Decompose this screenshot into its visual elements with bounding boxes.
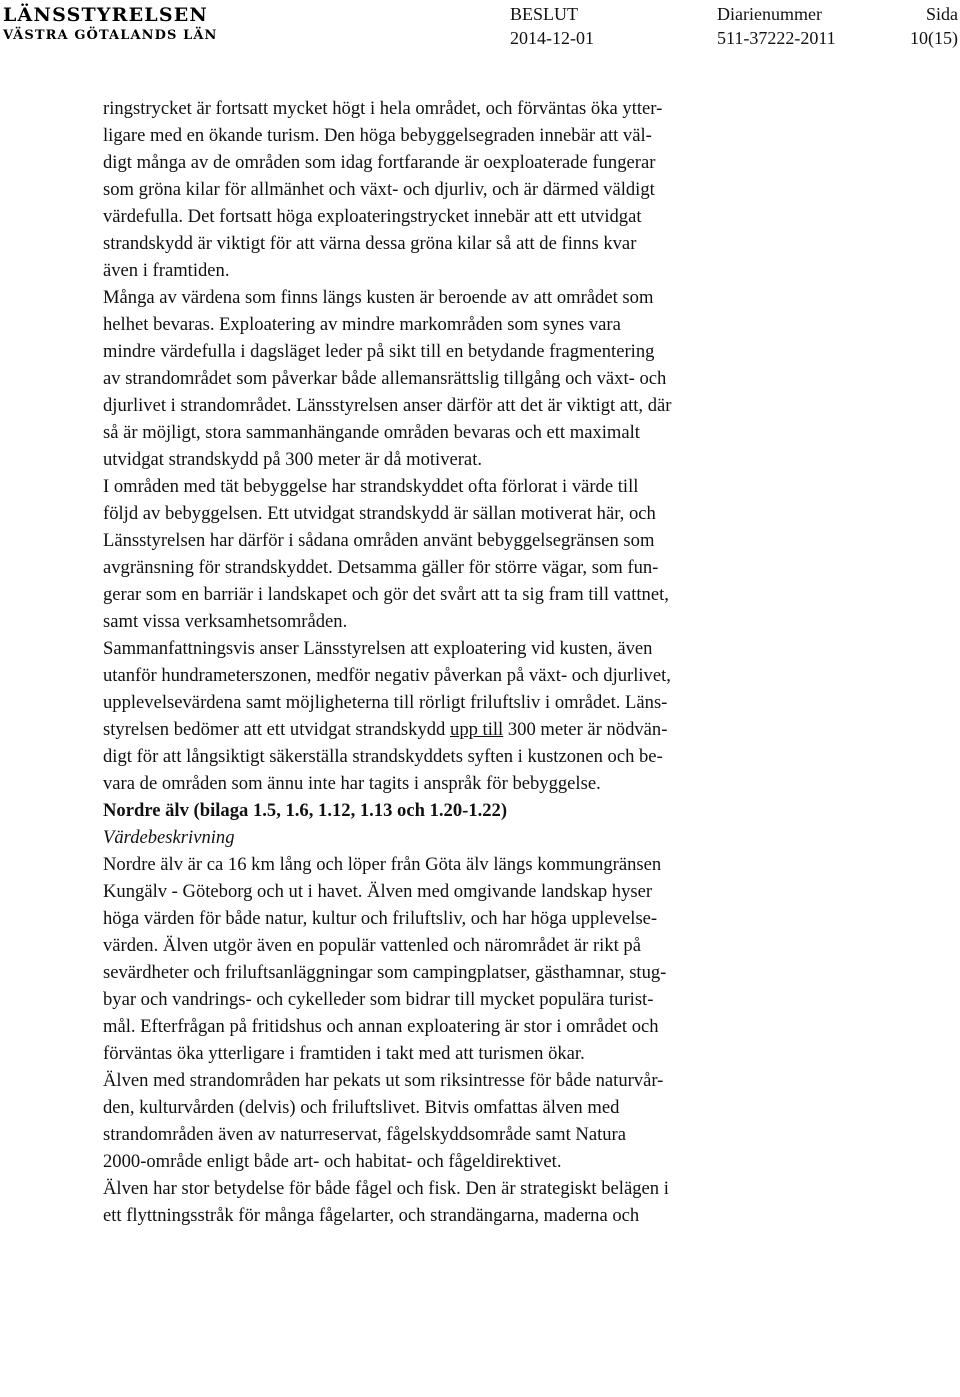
paragraph-6 xyxy=(103,1067,839,1175)
text-line: mål. Efterfrågan på fritidshus och annan exploatering är stor i området och xyxy=(103,1016,659,1037)
text-line: av strandområdet som påverkar både allemansrättslig tillgång och växt- och xyxy=(103,368,667,389)
text-line: förväntas öka ytterligare i framtiden i takt med att turismen ökar. xyxy=(103,1043,585,1064)
text-line: mindre värdefulla i dagsläget leder på sikt till en betydande fragmentering xyxy=(103,341,655,362)
page-number: 10(15) xyxy=(910,28,958,48)
text-line: gerar som en barriär i landskapet och gör det svårt att ta sig fram till vattnet, xyxy=(103,584,669,605)
text-line: helhet bevaras. Exploatering av mindre markområden som synes vara xyxy=(103,314,621,335)
underlined-text: upp till xyxy=(450,719,504,740)
text-line: byar och vandrings- och cykelleder som bidrar till mycket populära turist- xyxy=(103,989,654,1010)
paragraph-2 xyxy=(103,284,839,473)
decision-label: BESLUT xyxy=(510,4,579,24)
text-line: strandskydd är viktigt för att värna dessa gröna kilar så att de finns kvar xyxy=(103,233,637,254)
text-line: Många av värdena som finns längs kusten är beroende av att området som xyxy=(103,287,654,308)
text-line: utvidgat strandskydd på 300 meter är då motiverat. xyxy=(103,449,483,470)
text-line: djurlivet i strandområdet. Länsstyrelsen anser därför att det är viktigt att, där xyxy=(103,395,672,416)
logo-region-name: VÄSTRA GÖTALANDS LÄN xyxy=(3,28,218,43)
text-line: höga värden för både natur, kultur och friluftsliv, och har höga upplevelse- xyxy=(103,908,658,929)
section-heading-block xyxy=(103,797,839,851)
text-line: som gröna kilar för allmänhet och växt- och djurliv, och är därmed väldigt xyxy=(103,179,655,200)
paragraph-5 xyxy=(103,851,839,1067)
text-line: upplevelsevärdena samt möjligheterna till rörligt friluftsliv i området. Läns- xyxy=(103,692,668,713)
text-fragment: 300 meter är nödvän- xyxy=(503,719,668,740)
text-line: följd av bebyggelsen. Ett utvidgat strandskydd är sällan motiverat här, och xyxy=(103,503,656,524)
registration-label: Diarienummer xyxy=(717,4,822,24)
text-line: Nordre älv är ca 16 km lång och löper från Göta älv längs kommungränsen xyxy=(103,854,662,875)
text-line: ringstrycket är fortsatt mycket högt i hela området, och förväntas öka ytter- xyxy=(103,98,663,119)
text-line: även i framtiden. xyxy=(103,260,230,281)
page-label: Sida xyxy=(925,4,958,24)
decision-date: 2014-12-01 xyxy=(510,28,594,48)
section-heading: Nordre älv (bilaga 1.5, 1.6, 1.12, 1.13 och 1.20-1.22) xyxy=(103,800,508,821)
registration-number: 511-37222-2011 xyxy=(717,28,836,48)
text-line: vara de områden som ännu inte har tagits i anspråk för bebyggelse. xyxy=(103,773,601,794)
text-line: avgränsning för strandskyddet. Detsamma gäller för större vägar, som fun- xyxy=(103,557,659,578)
text-line: utanför hundrameterszonen, medför negativ påverkan på växt- och djurlivet, xyxy=(103,665,671,686)
text-line: sevärdheter och friluftsanläggningar som campingplatser, gästhamnar, stug- xyxy=(103,962,667,983)
text-line: så är möjligt, stora sammanhängande områden bevaras och ett maximalt xyxy=(103,422,640,443)
agency-logo xyxy=(3,4,218,46)
page-number-block xyxy=(910,2,958,50)
logo-agency-name: LÄNSSTYRELSEN xyxy=(3,4,208,26)
paragraph-3 xyxy=(103,473,839,635)
text-line: värdefulla. Det fortsatt höga exploateringstrycket innebär att ett utvidgat xyxy=(103,206,642,227)
text-line: 2000-område enligt både art- och habitat- och fågeldirektivet. xyxy=(103,1151,562,1172)
text-line: Sammanfattningsvis anser Länsstyrelsen att exploatering vid kusten, även xyxy=(103,638,653,659)
text-line xyxy=(103,716,839,743)
text-line: Älven med strandområden har pekats ut som riksintresse för både naturvår- xyxy=(103,1070,664,1091)
text-line: Länsstyrelsen har därför i sådana områden använt bebyggelsegränsen som xyxy=(103,530,655,551)
section-subheading: Värdebeskrivning xyxy=(103,827,235,848)
text-line: ligare med en ökande turism. Den höga bebyggelsegraden innebär att väl- xyxy=(103,125,652,146)
text-line: digt för att långsiktigt säkerställa strandskyddets syften i kustzonen och be- xyxy=(103,746,663,767)
paragraph-7 xyxy=(103,1175,839,1229)
text-line: ett flyttningsstråk för många fågelarter, och strandängarna, maderna och xyxy=(103,1205,640,1226)
registration-block xyxy=(717,2,836,50)
paragraph-1 xyxy=(103,95,839,284)
text-line: den, kulturvården (delvis) och friluftslivet. Bitvis omfattas älven med xyxy=(103,1097,620,1118)
text-line: värden. Älven utgör även en populär vattenled och närområdet är rikt på xyxy=(103,935,641,956)
text-line: strandområden även av naturreservat, fågelskyddsområde samt Natura xyxy=(103,1124,627,1145)
decision-block xyxy=(510,2,594,50)
text-line: digt många av de områden som idag fortfarande är oexploaterade fungerar xyxy=(103,152,656,173)
text-line: Kungälv - Göteborg och ut i havet. Älven med omgivande landskap hyser xyxy=(103,881,653,902)
text-line: I områden med tät bebyggelse har strandskyddet ofta förlorat i värde till xyxy=(103,476,639,497)
document-body xyxy=(103,95,839,1229)
text-fragment: styrelsen bedömer att ett utvidgat strandskydd xyxy=(103,719,451,740)
page-header xyxy=(0,0,960,50)
paragraph-4 xyxy=(103,635,839,797)
text-line: Älven har stor betydelse för både fågel och fisk. Den är strategiskt belägen i xyxy=(103,1178,669,1199)
text-line: samt vissa verksamhetsområden. xyxy=(103,611,348,632)
